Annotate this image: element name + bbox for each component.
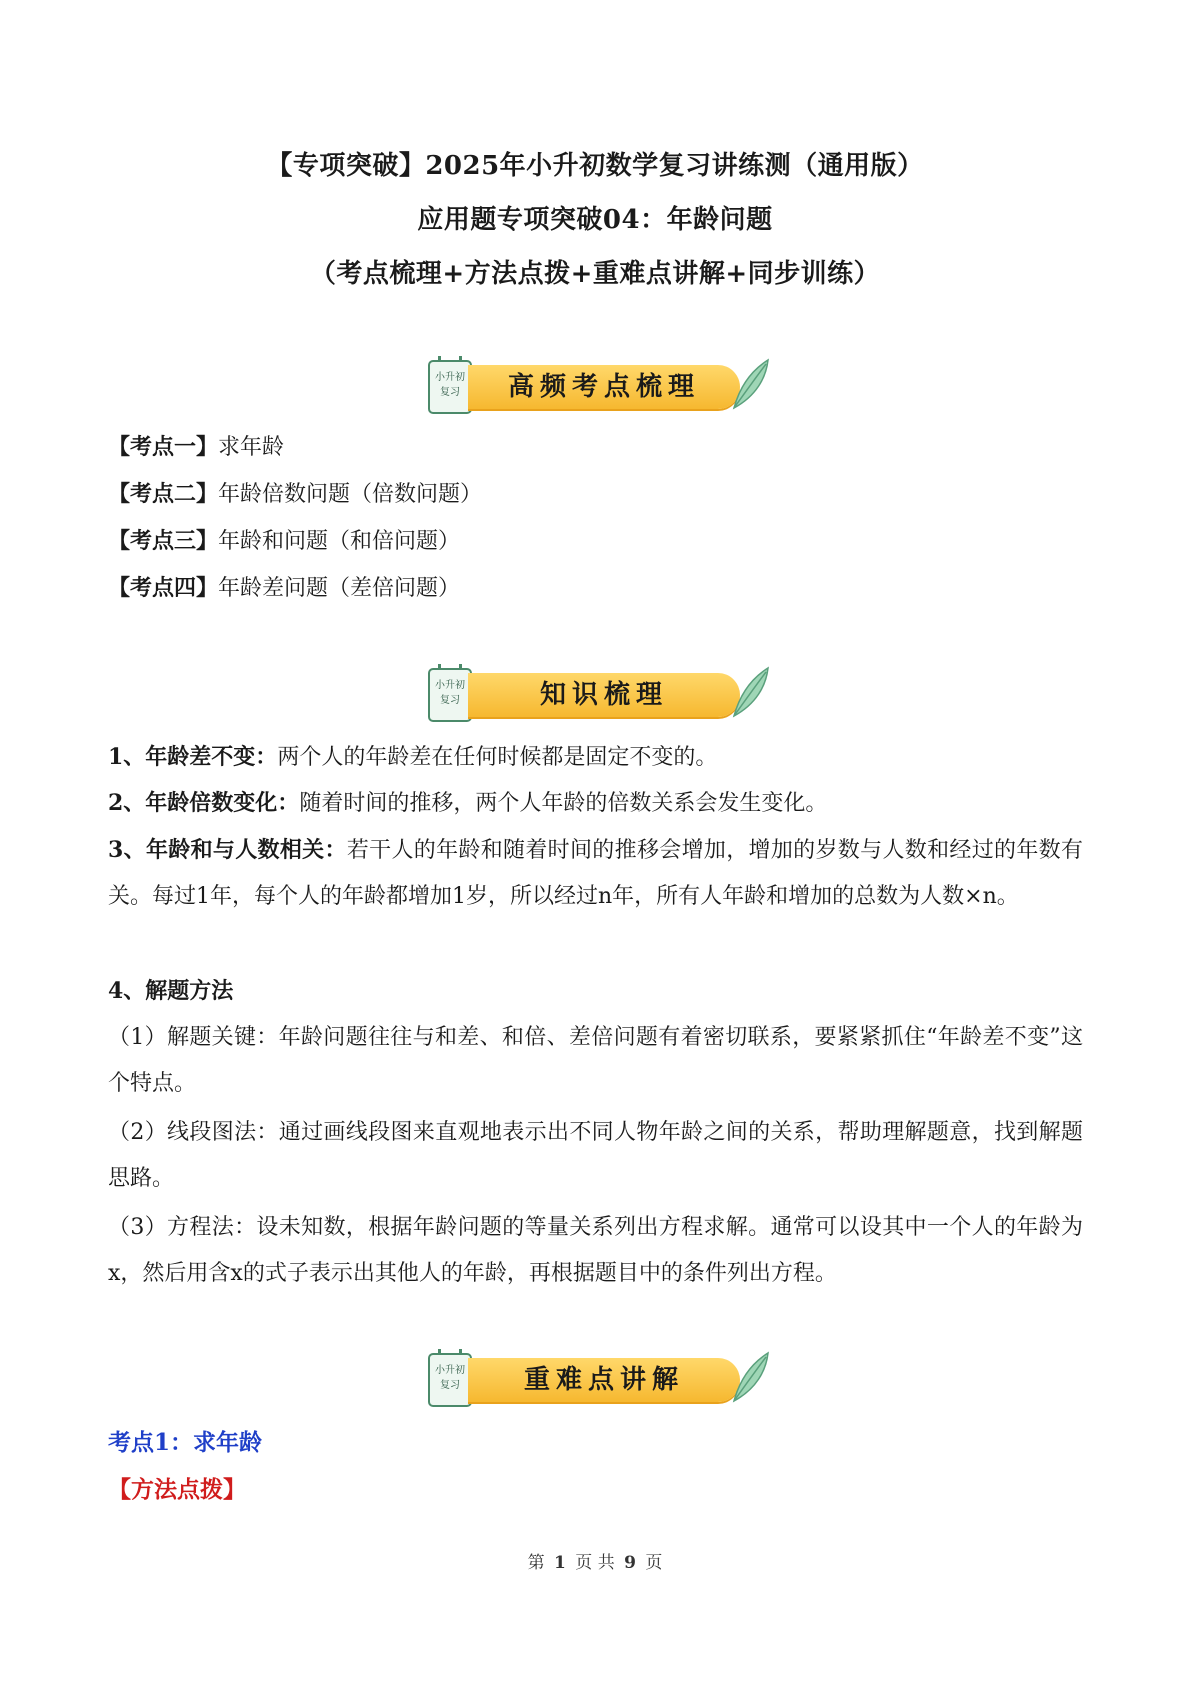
exam-point-tag: 【考点一】 xyxy=(108,434,219,460)
knowledge-paragraph-3 xyxy=(108,827,1083,920)
method-heading: 【方法点拨】 xyxy=(108,1476,246,1503)
knowledge-heading: 4、解题方法 xyxy=(108,978,234,1004)
exam-point-text: 年龄倍数问题（倍数问题） xyxy=(218,482,483,507)
exam-point-3 xyxy=(108,526,460,557)
leaf-icon xyxy=(728,1349,772,1405)
exam-point-tag: 【考点二】 xyxy=(108,481,219,507)
tab-text-line2: 复习 xyxy=(440,387,460,398)
section-banner-knowledge xyxy=(428,664,768,726)
leaf-icon xyxy=(728,664,772,720)
banner-label: 知识梳理 xyxy=(539,680,668,710)
knowledge-paragraph-1 xyxy=(108,734,1083,781)
knowledge-text: 若干人的年龄和随着时间的推移会增加，增加的岁数与人数和经过的年数有关。每过1年，每个人的年龄都增加1岁，所以经过n年，所有人年龄和增加的总数为人数×n。 xyxy=(108,838,1083,909)
exam-point-tag: 【考点三】 xyxy=(108,528,219,554)
section-banner-high-frequency xyxy=(428,356,768,418)
point-heading: 考点1：求年龄 xyxy=(108,1429,263,1456)
calendar-tab-icon xyxy=(428,668,472,722)
knowledge-heading: 3、年龄和与人数相关： xyxy=(108,837,347,863)
method-paragraph-1: （1）解题关键：年龄问题往往与和差、和倍、差倍问题有着密切联系，要紧紧抓住“年龄差不变”这个特点。 xyxy=(108,1025,1083,1096)
tab-text-line1: 小升初 xyxy=(435,680,465,691)
current-page-number: 1 xyxy=(554,1553,566,1573)
banner-label: 重难点讲解 xyxy=(523,1365,684,1395)
method-paragraph-3: （3）方程法：设未知数，根据年龄问题的等量关系列出方程求解。通常可以设其中一个人的年龄为x，然后用含x的式子表示出其他人的年龄，再根据题目中的条件列出方程。 xyxy=(108,1215,1083,1286)
document-subtitle: 应用题专项突破04：年龄问题 xyxy=(417,205,773,235)
tab-text-line1: 小升初 xyxy=(435,1365,465,1376)
exam-point-text: 年龄和问题（和倍问题） xyxy=(218,529,461,554)
footer-middle: 页 共 xyxy=(575,1553,615,1573)
footer-suffix: 页 xyxy=(645,1553,663,1573)
section-banner-key-points xyxy=(428,1349,768,1411)
knowledge-paragraph-2 xyxy=(108,780,1083,827)
exam-point-text: 年龄差问题（差倍问题） xyxy=(218,576,461,601)
calendar-tab-icon xyxy=(428,1353,472,1407)
method-paragraph-2: （2）线段图法：通过画线段图来直观地表示出不同人物年龄之间的关系，帮助理解题意，找到解题思路。 xyxy=(108,1120,1083,1191)
banner-label: 高频考点梳理 xyxy=(507,372,700,402)
exam-point-1 xyxy=(108,432,284,463)
footer-prefix: 第 xyxy=(527,1553,545,1573)
calendar-tab-icon xyxy=(428,360,472,414)
knowledge-heading: 2、年龄倍数变化： xyxy=(108,790,300,816)
exam-point-2 xyxy=(108,479,482,510)
knowledge-heading: 1、年龄差不变： xyxy=(108,744,278,770)
tab-text-line1: 小升初 xyxy=(435,372,465,383)
knowledge-paragraph-4 xyxy=(108,968,1083,1015)
tab-text-line2: 复习 xyxy=(440,695,460,706)
exam-point-tag: 【考点四】 xyxy=(108,575,219,601)
document-title: 【专项突破】2025年小升初数学复习讲练测（通用版） xyxy=(266,151,924,181)
page-footer xyxy=(0,1548,1190,1573)
document-topics-line: （考点梳理+方法点拨+重难点讲解+同步训练） xyxy=(309,259,881,289)
total-page-number: 9 xyxy=(624,1553,636,1573)
knowledge-text: 随着时间的推移，两个人年龄的倍数关系会发生变化。 xyxy=(299,791,828,816)
leaf-icon xyxy=(728,356,772,412)
knowledge-text: 两个人的年龄差在任何时候都是固定不变的。 xyxy=(277,745,718,770)
exam-point-4 xyxy=(108,573,460,604)
exam-point-text: 求年龄 xyxy=(218,435,285,460)
tab-text-line2: 复习 xyxy=(440,1380,460,1391)
